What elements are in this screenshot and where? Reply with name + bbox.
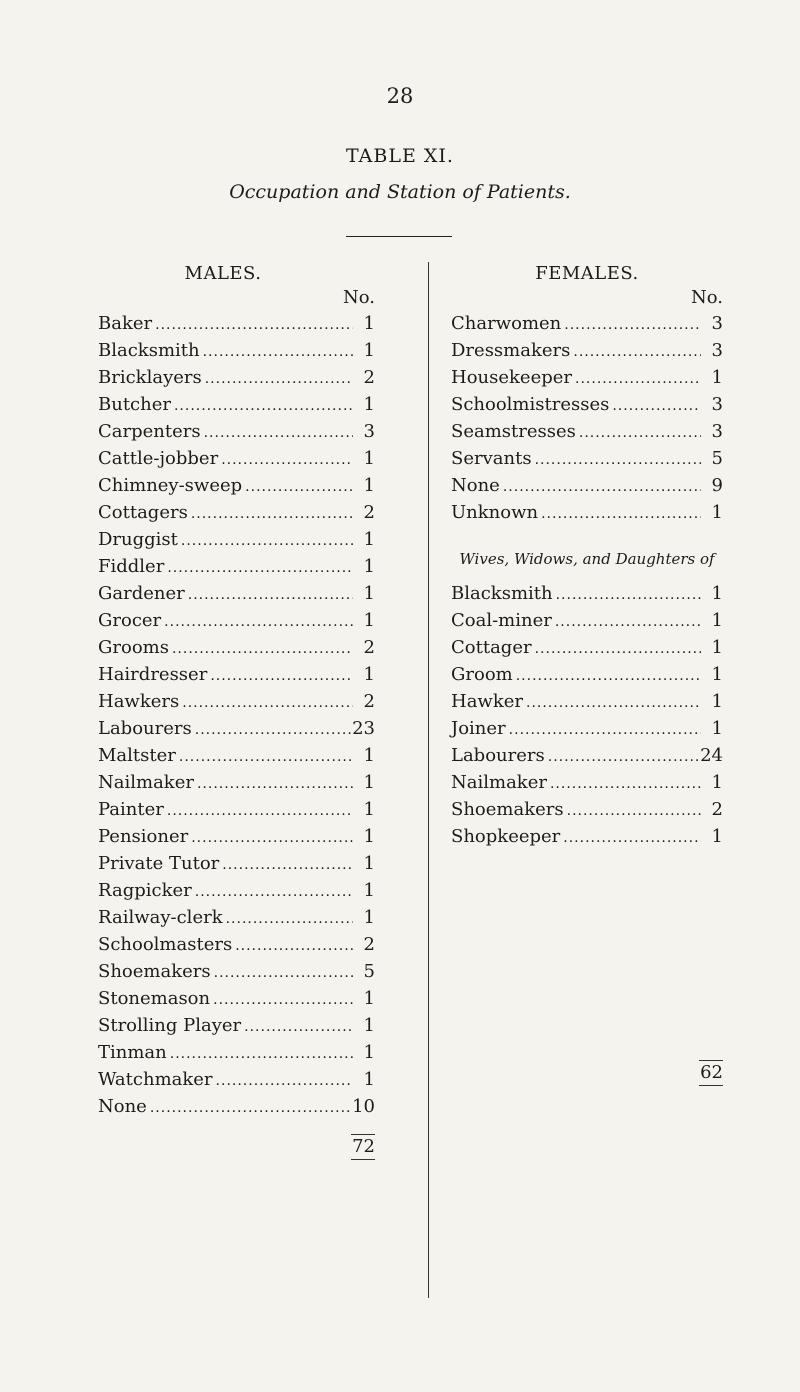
dot-leader bbox=[506, 717, 701, 744]
dot-leader bbox=[572, 366, 701, 393]
title-rule bbox=[346, 236, 452, 237]
count-value: 23 bbox=[352, 718, 375, 739]
occupation-label: Druggist bbox=[98, 529, 178, 550]
dot-leader bbox=[553, 582, 701, 609]
occupation-label: Gardener bbox=[98, 583, 185, 604]
count-value: 1 bbox=[711, 583, 723, 604]
dot-leader bbox=[201, 420, 353, 447]
count-value: 24 bbox=[700, 745, 723, 766]
occupation-label: Bricklayers bbox=[98, 367, 202, 388]
dot-leader bbox=[213, 1068, 353, 1095]
count-value: 1 bbox=[363, 448, 375, 469]
relations-table-row bbox=[451, 823, 723, 850]
occupation-label: Grooms bbox=[98, 637, 169, 658]
males-table-row bbox=[98, 1093, 375, 1120]
occupation-label: Joiner bbox=[451, 718, 506, 739]
males-table-row bbox=[98, 337, 375, 364]
count-value: 3 bbox=[711, 340, 723, 361]
males-table-row bbox=[98, 931, 375, 958]
females-table-row bbox=[451, 364, 723, 391]
occupation-label: Nailmaker bbox=[98, 772, 194, 793]
dot-leader bbox=[207, 663, 353, 690]
occupation-label: Dressmakers bbox=[451, 340, 571, 361]
occupation-label: Butcher bbox=[98, 394, 171, 415]
dot-leader bbox=[210, 987, 353, 1014]
occupation-label: Grocer bbox=[98, 610, 162, 631]
count-value: 1 bbox=[363, 1015, 375, 1036]
dot-leader bbox=[532, 447, 701, 474]
males-table-row bbox=[98, 634, 375, 661]
occupation-label: Pensioner bbox=[98, 826, 189, 847]
count-value: 1 bbox=[363, 529, 375, 550]
occupation-label: Fiddler bbox=[98, 556, 165, 577]
occupation-label: Groom bbox=[451, 664, 513, 685]
males-no-heading: No. bbox=[343, 287, 375, 308]
males-table-row bbox=[98, 580, 375, 607]
occupation-label: Tinman bbox=[98, 1042, 167, 1063]
occupation-label: Labourers bbox=[451, 745, 545, 766]
count-value: 2 bbox=[363, 691, 375, 712]
females-rows bbox=[451, 310, 723, 526]
dot-leader bbox=[560, 825, 701, 852]
count-value: 1 bbox=[711, 718, 723, 739]
males-table-row bbox=[98, 904, 375, 931]
occupation-label: Chimney-sweep bbox=[98, 475, 243, 496]
females-heading: FEMALES. bbox=[535, 263, 639, 284]
count-value: 1 bbox=[711, 772, 723, 793]
males-table-row bbox=[98, 769, 375, 796]
females-table-row bbox=[451, 310, 723, 337]
dot-leader bbox=[167, 1041, 353, 1068]
dot-leader bbox=[192, 717, 352, 744]
count-value: 1 bbox=[363, 880, 375, 901]
females-total-rule-bottom bbox=[699, 1085, 723, 1086]
males-table-row bbox=[98, 364, 375, 391]
relations-table-row bbox=[451, 796, 723, 823]
occupation-label: Maltster bbox=[98, 745, 176, 766]
occupation-label: Painter bbox=[98, 799, 164, 820]
count-value: 1 bbox=[711, 691, 723, 712]
occupation-label: Watchmaker bbox=[98, 1069, 213, 1090]
relations-table-row bbox=[451, 634, 723, 661]
occupation-label: Baker bbox=[98, 313, 153, 334]
dot-leader bbox=[219, 852, 353, 879]
males-table-row bbox=[98, 499, 375, 526]
occupation-label: Seamstresses bbox=[451, 421, 576, 442]
males-table-row bbox=[98, 823, 375, 850]
count-value: 3 bbox=[363, 421, 375, 442]
occupation-label: None bbox=[451, 475, 500, 496]
count-value: 3 bbox=[711, 421, 723, 442]
females-no-heading: No. bbox=[691, 287, 723, 308]
occupation-label: Railway-clerk bbox=[98, 907, 223, 928]
males-table-row bbox=[98, 553, 375, 580]
males-table-row bbox=[98, 661, 375, 688]
males-table-row bbox=[98, 877, 375, 904]
females-table-row bbox=[451, 391, 723, 418]
males-column bbox=[98, 262, 375, 1160]
count-value: 1 bbox=[363, 799, 375, 820]
count-value: 1 bbox=[363, 475, 375, 496]
males-heading: MALES. bbox=[184, 263, 262, 284]
females-table-row bbox=[451, 337, 723, 364]
females-table-row bbox=[451, 472, 723, 499]
occupation-label: Shoemakers bbox=[451, 799, 564, 820]
count-value: 1 bbox=[711, 610, 723, 631]
males-total: 72 bbox=[352, 1136, 375, 1157]
count-value: 1 bbox=[363, 556, 375, 577]
count-value: 3 bbox=[711, 394, 723, 415]
relations-table-row bbox=[451, 769, 723, 796]
occupation-label: Coal-miner bbox=[451, 610, 552, 631]
dot-leader bbox=[218, 447, 353, 474]
count-value: 1 bbox=[363, 907, 375, 928]
table-subtitle: Occupation and Station of Patients. bbox=[229, 181, 571, 203]
dot-leader bbox=[171, 393, 353, 420]
occupation-label: Private Tutor bbox=[98, 853, 220, 874]
dot-leader bbox=[164, 798, 353, 825]
count-value: 1 bbox=[363, 772, 375, 793]
page-number: 28 bbox=[386, 84, 414, 108]
column-divider bbox=[428, 262, 429, 1298]
occupation-label: Hawker bbox=[451, 691, 523, 712]
dot-leader bbox=[223, 906, 353, 933]
females-table-row bbox=[451, 499, 723, 526]
dot-leader bbox=[152, 312, 353, 339]
count-value: 2 bbox=[363, 367, 375, 388]
males-table-row bbox=[98, 742, 375, 769]
dot-leader bbox=[147, 1095, 352, 1122]
occupation-label: Servants bbox=[451, 448, 532, 469]
count-value: 1 bbox=[711, 502, 723, 523]
dot-leader bbox=[513, 663, 701, 690]
dot-leader bbox=[192, 879, 353, 906]
relations-table-row bbox=[451, 688, 723, 715]
count-value: 1 bbox=[363, 583, 375, 604]
count-value: 1 bbox=[363, 853, 375, 874]
males-total-rule-bottom bbox=[351, 1159, 375, 1160]
dot-leader bbox=[232, 933, 353, 960]
count-value: 2 bbox=[363, 637, 375, 658]
males-table-row bbox=[98, 310, 375, 337]
females-total: 62 bbox=[700, 1062, 723, 1083]
dot-leader bbox=[178, 528, 353, 555]
dot-leader bbox=[176, 744, 353, 771]
occupation-label: Schoolmistresses bbox=[451, 394, 610, 415]
dot-leader bbox=[552, 609, 701, 636]
occupation-label: Unknown bbox=[451, 502, 539, 523]
occupation-label: Carpenters bbox=[98, 421, 201, 442]
count-value: 1 bbox=[363, 826, 375, 847]
occupation-label: Shopkeeper bbox=[451, 826, 561, 847]
dot-leader bbox=[200, 339, 353, 366]
males-table-row bbox=[98, 445, 375, 472]
dot-leader bbox=[609, 393, 701, 420]
males-table-row bbox=[98, 1066, 375, 1093]
occupation-label: Schoolmasters bbox=[98, 934, 233, 955]
dot-leader bbox=[188, 501, 353, 528]
dot-leader bbox=[211, 960, 353, 987]
relations-table-row bbox=[451, 742, 723, 769]
count-value: 1 bbox=[711, 826, 723, 847]
occupation-label: Ragpicker bbox=[98, 880, 192, 901]
dot-leader bbox=[570, 339, 701, 366]
females-table-row bbox=[451, 418, 723, 445]
occupation-label: Hairdresser bbox=[98, 664, 208, 685]
dot-leader bbox=[179, 690, 353, 717]
dot-leader bbox=[532, 636, 701, 663]
males-table-row bbox=[98, 391, 375, 418]
relations-table-row bbox=[451, 580, 723, 607]
males-table-row bbox=[98, 688, 375, 715]
count-value: 1 bbox=[363, 1042, 375, 1063]
occupation-label: Hawkers bbox=[98, 691, 180, 712]
occupation-label: Blacksmith bbox=[98, 340, 200, 361]
table-title: TABLE XI. bbox=[346, 145, 454, 167]
females-table-row bbox=[451, 445, 723, 472]
dot-leader bbox=[169, 636, 353, 663]
count-value: 9 bbox=[711, 475, 723, 496]
dot-leader bbox=[188, 825, 353, 852]
occupation-label: None bbox=[98, 1096, 147, 1117]
occupation-label: Housekeeper bbox=[451, 367, 573, 388]
dot-leader bbox=[538, 501, 701, 528]
relations-table-row bbox=[451, 661, 723, 688]
relations-table-row bbox=[451, 715, 723, 742]
occupation-label: Labourers bbox=[98, 718, 192, 739]
occupation-label: Cottager bbox=[451, 637, 532, 658]
count-value: 1 bbox=[711, 637, 723, 658]
dot-leader bbox=[242, 474, 353, 501]
males-table-row bbox=[98, 850, 375, 877]
count-value: 10 bbox=[352, 1096, 375, 1117]
count-value: 2 bbox=[711, 799, 723, 820]
occupation-label: Cottagers bbox=[98, 502, 188, 523]
males-rows bbox=[98, 310, 375, 1120]
count-value: 2 bbox=[363, 934, 375, 955]
females-column bbox=[451, 262, 723, 1086]
males-table-row bbox=[98, 607, 375, 634]
count-value: 1 bbox=[363, 313, 375, 334]
occupation-label: Nailmaker bbox=[451, 772, 547, 793]
dot-leader bbox=[576, 420, 701, 447]
males-table-row bbox=[98, 715, 375, 742]
dot-leader bbox=[547, 771, 701, 798]
relations-rows bbox=[451, 580, 723, 850]
occupation-label: Cattle-jobber bbox=[98, 448, 219, 469]
males-table-row bbox=[98, 796, 375, 823]
occupation-label: Charwomen bbox=[451, 313, 562, 334]
occupation-label: Shoemakers bbox=[98, 961, 211, 982]
dot-leader bbox=[564, 798, 701, 825]
males-table-row bbox=[98, 1012, 375, 1039]
count-value: 1 bbox=[363, 394, 375, 415]
males-table-row bbox=[98, 418, 375, 445]
dot-leader bbox=[164, 555, 353, 582]
dot-leader bbox=[194, 771, 353, 798]
occupation-label: Strolling Player bbox=[98, 1015, 242, 1036]
count-value: 5 bbox=[711, 448, 723, 469]
count-value: 1 bbox=[363, 745, 375, 766]
count-value: 1 bbox=[363, 610, 375, 631]
count-value: 2 bbox=[363, 502, 375, 523]
occupation-label: Blacksmith bbox=[451, 583, 553, 604]
count-value: 1 bbox=[363, 664, 375, 685]
dot-leader bbox=[561, 312, 701, 339]
males-table-row bbox=[98, 958, 375, 985]
count-value: 1 bbox=[711, 367, 723, 388]
dot-leader bbox=[523, 690, 701, 717]
dot-leader bbox=[202, 366, 353, 393]
males-table-row bbox=[98, 985, 375, 1012]
count-value: 1 bbox=[363, 1069, 375, 1090]
males-table-row bbox=[98, 526, 375, 553]
dot-leader bbox=[185, 582, 353, 609]
count-value: 1 bbox=[363, 340, 375, 361]
occupation-label: Stonemason bbox=[98, 988, 211, 1009]
relations-subheading: Wives, Widows, and Daughters of bbox=[459, 550, 715, 568]
count-value: 3 bbox=[711, 313, 723, 334]
dot-leader bbox=[161, 609, 353, 636]
relations-table-row bbox=[451, 607, 723, 634]
count-value: 5 bbox=[363, 961, 375, 982]
males-table-row bbox=[98, 472, 375, 499]
males-table-row bbox=[98, 1039, 375, 1066]
count-value: 1 bbox=[363, 988, 375, 1009]
dot-leader bbox=[545, 744, 700, 771]
dot-leader bbox=[241, 1014, 353, 1041]
count-value: 1 bbox=[711, 664, 723, 685]
dot-leader bbox=[500, 474, 701, 501]
